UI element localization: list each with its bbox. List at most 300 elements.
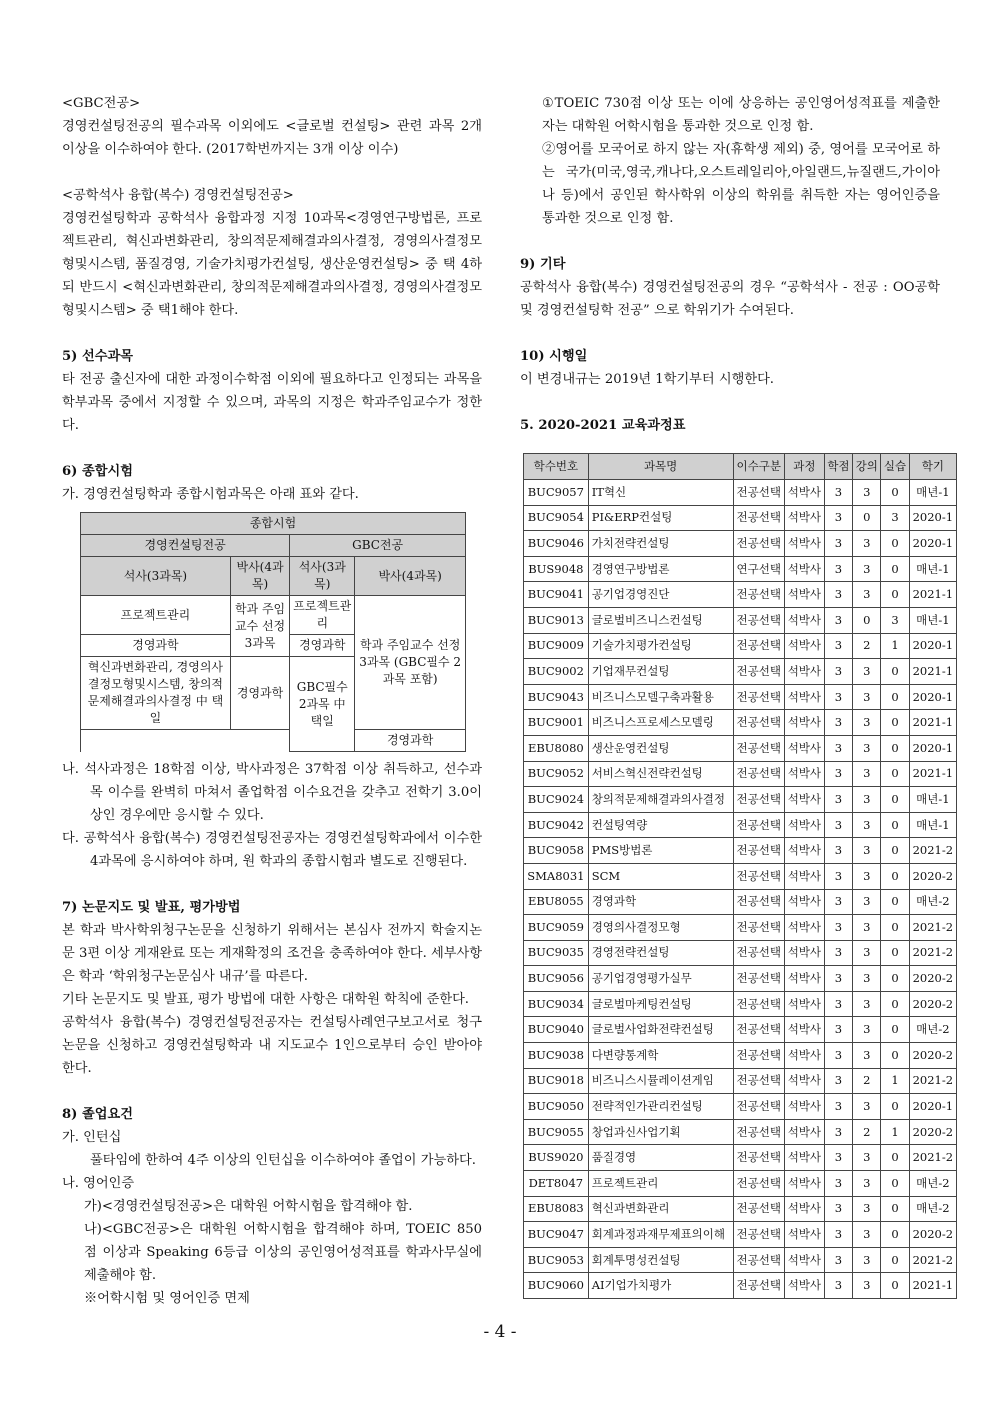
curriculum-cell: BUC9018 — [524, 1068, 589, 1094]
curriculum-cell: 0 — [881, 863, 909, 889]
curriculum-row — [524, 940, 957, 966]
curriculum-cell: BUC9009 — [524, 633, 589, 659]
curriculum-cell: 생산운영컨설팅 — [588, 735, 733, 761]
curriculum-cell: 석박사 — [784, 966, 824, 992]
curriculum-cell: 3 — [824, 684, 852, 710]
curriculum-cell: BUC9055 — [524, 1119, 589, 1145]
curriculum-cell: 0 — [881, 991, 909, 1017]
curriculum-cell: 전공선택 — [733, 505, 784, 531]
curriculum-cell: 3 — [824, 940, 852, 966]
curriculum-cell: 석박사 — [784, 531, 824, 557]
curriculum-cell: 3 — [853, 812, 881, 838]
curriculum-cell: 공기업경영평가실무 — [588, 966, 733, 992]
eng-heading: <공학석사 융합(복수) 경영컨설팅전공> — [62, 188, 294, 203]
curriculum-cell: 3 — [824, 812, 852, 838]
section-7-p1: 본 학과 박사학위청구논문을 신청하기 위해서는 본심사 전까지 학술지논문 3편 이상 게재완료 또는 게재확정의 조건을 충족하여야 한다. 세부사항은 학과 ‘학위청구논문심사 내규’를 따른다. — [62, 923, 482, 984]
curriculum-row — [524, 812, 957, 838]
curriculum-cell: 전공선택 — [733, 915, 784, 941]
curriculum-row — [524, 966, 957, 992]
curriculum-cell: DET8047 — [524, 1171, 589, 1197]
curriculum-cell: 3 — [853, 991, 881, 1017]
exam-d1-mid: 학과 주임교수 선정 3과목 — [230, 596, 289, 657]
curriculum-cell: 전공선택 — [733, 991, 784, 1017]
curriculum-cell: 2021-2 — [909, 915, 956, 941]
exam-m2-econ: 경영과학 — [290, 635, 355, 657]
curriculum-cell: 0 — [881, 735, 909, 761]
curriculum-cell: 매년-2 — [909, 1017, 956, 1043]
curriculum-cell: 석박사 — [784, 838, 824, 864]
section-9-text: 공학석사 융합(복수) 경영컨설팅전공의 경우 “공학석사 - 전공 : OO공학 및 경영컨설팅학 전공” 으로 학위기가 수여된다. — [520, 280, 940, 318]
curriculum-cell: 3 — [824, 991, 852, 1017]
curriculum-cell: IT혁신 — [588, 480, 733, 506]
curriculum-cell: 2020-2 — [909, 991, 956, 1017]
curriculum-row — [524, 505, 957, 531]
curriculum-header-cell: 실습 — [881, 454, 909, 480]
curriculum-cell: 3 — [853, 966, 881, 992]
curriculum-cell: 전공선택 — [733, 1119, 784, 1145]
curriculum-cell: 2021-2 — [909, 940, 956, 966]
curriculum-cell: 매년-2 — [909, 1196, 956, 1222]
curriculum-cell: 품질경영 — [588, 1145, 733, 1171]
curriculum-cell: 석박사 — [784, 735, 824, 761]
curriculum-cell: SCM — [588, 863, 733, 889]
curriculum-cell: 경영과학 — [588, 889, 733, 915]
curriculum-cell: 3 — [824, 761, 852, 787]
section-8-na: 나. 영어인증 — [62, 1176, 135, 1191]
curriculum-cell: 석박사 — [784, 505, 824, 531]
section-8-na-2: 나)<GBC전공>은 대학원 어학시험을 합격해야 하며, TOEIC 850점 이상과 Speaking 6등급 이상의 공인영어성적표를 학과사무실에 제출해야 함. — [84, 1222, 482, 1283]
curriculum-cell: EBU8080 — [524, 735, 589, 761]
curriculum-cell: BUC9041 — [524, 582, 589, 608]
exam-doctor-2: 박사(4과목) — [355, 557, 466, 596]
curriculum-cell: 다변량통계학 — [588, 1043, 733, 1069]
curriculum-cell: 전공선택 — [733, 735, 784, 761]
curriculum-cell: 3 — [853, 735, 881, 761]
curriculum-cell: 0 — [881, 480, 909, 506]
curriculum-row — [524, 1171, 957, 1197]
curriculum-cell: 전공선택 — [733, 1222, 784, 1248]
curriculum-cell: 3 — [824, 1068, 852, 1094]
exam-title: 종합시험 — [81, 513, 466, 535]
curriculum-cell: BUC9042 — [524, 812, 589, 838]
curriculum-cell: 석박사 — [784, 991, 824, 1017]
curriculum-row — [524, 480, 957, 506]
curriculum-cell: 2 — [853, 1068, 881, 1094]
curriculum-cell: 0 — [881, 1094, 909, 1120]
curriculum-cell: 석박사 — [784, 761, 824, 787]
curriculum-header-cell: 이수구분 — [733, 454, 784, 480]
curriculum-cell: 2020-2 — [909, 966, 956, 992]
curriculum-cell: BUC9046 — [524, 531, 589, 557]
curriculum-cell: 비즈니스프로세스모델링 — [588, 710, 733, 736]
curriculum-cell: 경영전략컨설팅 — [588, 940, 733, 966]
curriculum-row — [524, 1094, 957, 1120]
curriculum-cell: BUC9058 — [524, 838, 589, 864]
exam-doctor-1: 박사(4과목) — [230, 557, 289, 596]
exam-major-2: GBC전공 — [290, 535, 466, 557]
curriculum-cell: 2021-1 — [909, 582, 956, 608]
curriculum-cell: 0 — [853, 505, 881, 531]
curriculum-cell: 전공선택 — [733, 761, 784, 787]
curriculum-cell: 전공선택 — [733, 633, 784, 659]
curriculum-cell: 전공선택 — [733, 1017, 784, 1043]
curriculum-cell: BUC9040 — [524, 1017, 589, 1043]
curriculum-cell: EBU8055 — [524, 889, 589, 915]
curriculum-cell: 석박사 — [784, 1171, 824, 1197]
curriculum-cell: 3 — [853, 787, 881, 813]
curriculum-cell: 0 — [881, 889, 909, 915]
curriculum-header-cell: 학점 — [824, 454, 852, 480]
section-10-text: 이 변경내규는 2019년 1학기부터 시행한다. — [520, 372, 774, 387]
curriculum-row — [524, 531, 957, 557]
curriculum-cell: 0 — [881, 582, 909, 608]
curriculum-cell: 혁신과변화관리 — [588, 1196, 733, 1222]
curriculum-cell: 전공선택 — [733, 1171, 784, 1197]
curriculum-row — [524, 991, 957, 1017]
curriculum-row — [524, 1119, 957, 1145]
curriculum-cell: 3 — [824, 710, 852, 736]
curriculum-cell: 0 — [881, 1222, 909, 1248]
curriculum-cell: 전공선택 — [733, 582, 784, 608]
curriculum-cell: 석박사 — [784, 1068, 824, 1094]
curriculum-cell: 석박사 — [784, 787, 824, 813]
curriculum-cell: 3 — [824, 1017, 852, 1043]
curriculum-cell: 연구선택 — [733, 556, 784, 582]
curriculum-header-cell: 과목명 — [588, 454, 733, 480]
curriculum-cell: 2020-2 — [909, 1222, 956, 1248]
curriculum-cell: 글로벌마케팅컨설팅 — [588, 991, 733, 1017]
curriculum-cell: 석박사 — [784, 1094, 824, 1120]
curriculum-cell: 전공선택 — [733, 531, 784, 557]
curriculum-cell: 0 — [853, 607, 881, 633]
curriculum-cell: 2021-2 — [909, 1068, 956, 1094]
curriculum-cell: 매년-2 — [909, 1171, 956, 1197]
curriculum-cell: 석박사 — [784, 582, 824, 608]
curriculum-row — [524, 1145, 957, 1171]
gbc-text: 경영컨설팅전공의 필수과목 이외에도 <글로벌 컨설팅> 관련 과목 2개 이상을 이수하여야 한다. (2017학번까지는 3개 이상 이수) — [62, 119, 482, 157]
curriculum-cell: BUC9038 — [524, 1043, 589, 1069]
curriculum-cell: 매년-1 — [909, 607, 956, 633]
section-10-title: 10) 시행일 — [520, 349, 588, 364]
exam-m2-rest: GBC필수 2과목 中 택일 — [290, 657, 355, 752]
curriculum-cell: 3 — [853, 838, 881, 864]
section-6-da: 다. 공학석사 융합(복수) 경영컨설팅전공자는 경영컨설팅학과에서 이수한 4과목에 응시하여야 하며, 원 학과의 종합시험과 별도로 진행된다. — [62, 831, 482, 869]
section-5-text: 타 전공 출신자에 대한 과정이수학점 이외에 필요하다고 인정되는 과목을 학부과목 중에서 지정할 수 있으며, 과목의 지정은 학과주임교수가 정한다. — [62, 372, 482, 433]
curriculum-cell: 3 — [824, 480, 852, 506]
curriculum-cell: 3 — [824, 889, 852, 915]
curriculum-cell: 3 — [824, 1145, 852, 1171]
curriculum-cell: 0 — [881, 710, 909, 736]
curriculum-cell: 경영연구방법론 — [588, 556, 733, 582]
curriculum-cell: 3 — [824, 1119, 852, 1145]
curriculum-title: 5. 2020-2021 교육과정표 — [520, 418, 686, 433]
curriculum-cell: 석박사 — [784, 556, 824, 582]
curriculum-cell: BUC9002 — [524, 659, 589, 685]
curriculum-cell: 석박사 — [784, 1145, 824, 1171]
curriculum-cell: 0 — [881, 1196, 909, 1222]
curriculum-cell: 전공선택 — [733, 684, 784, 710]
curriculum-row — [524, 889, 957, 915]
curriculum-cell: 3 — [881, 505, 909, 531]
curriculum-cell: 1 — [881, 1068, 909, 1094]
curriculum-cell: 2020-1 — [909, 531, 956, 557]
curriculum-row — [524, 761, 957, 787]
curriculum-cell: 3 — [853, 659, 881, 685]
curriculum-row — [524, 1222, 957, 1248]
curriculum-row — [524, 659, 957, 685]
curriculum-cell: 2020-1 — [909, 505, 956, 531]
curriculum-cell: 3 — [853, 1222, 881, 1248]
exam-major-1: 경영컨설팅전공 — [81, 535, 290, 557]
curriculum-cell: 전공선택 — [733, 1247, 784, 1273]
curriculum-cell: 3 — [824, 1222, 852, 1248]
curriculum-row — [524, 787, 957, 813]
curriculum-cell: 3 — [853, 582, 881, 608]
curriculum-cell: BUC9059 — [524, 915, 589, 941]
curriculum-cell: 2020-1 — [909, 1094, 956, 1120]
curriculum-cell: 2021-1 — [909, 1273, 956, 1299]
curriculum-cell: 비즈니스시뮬레이션게임 — [588, 1068, 733, 1094]
curriculum-cell: BUC9024 — [524, 787, 589, 813]
curriculum-cell: 0 — [881, 1017, 909, 1043]
curriculum-table — [523, 453, 957, 1299]
curriculum-row — [524, 556, 957, 582]
curriculum-cell: 전공선택 — [733, 1068, 784, 1094]
curriculum-cell: 3 — [824, 1171, 852, 1197]
curriculum-cell: 프로젝트관리 — [588, 1171, 733, 1197]
curriculum-cell: 글로벌사업화전략컨설팅 — [588, 1017, 733, 1043]
curriculum-cell: 3 — [853, 863, 881, 889]
curriculum-cell: BUC9001 — [524, 710, 589, 736]
curriculum-cell: 3 — [853, 915, 881, 941]
curriculum-cell: 석박사 — [784, 633, 824, 659]
curriculum-cell: 3 — [853, 1247, 881, 1273]
curriculum-cell: 전공선택 — [733, 1043, 784, 1069]
curriculum-cell: 기업재무컨설팅 — [588, 659, 733, 685]
curriculum-row — [524, 863, 957, 889]
curriculum-cell: 전공선택 — [733, 863, 784, 889]
curriculum-cell: 매년-1 — [909, 556, 956, 582]
curriculum-cell: 3 — [853, 889, 881, 915]
curriculum-cell: 3 — [824, 787, 852, 813]
curriculum-cell: 글로벌비즈니스컨설팅 — [588, 607, 733, 633]
curriculum-cell: 창업과신사업기획 — [588, 1119, 733, 1145]
curriculum-cell: 3 — [824, 1273, 852, 1299]
curriculum-cell: 0 — [881, 1273, 909, 1299]
curriculum-cell: 전공선택 — [733, 1094, 784, 1120]
curriculum-cell: 3 — [824, 531, 852, 557]
curriculum-row — [524, 1273, 957, 1299]
curriculum-cell: 3 — [853, 1196, 881, 1222]
curriculum-header-row — [524, 454, 957, 480]
curriculum-cell: 석박사 — [784, 1043, 824, 1069]
curriculum-cell: 석박사 — [784, 812, 824, 838]
exam-masters-2: 석사(3과목) — [290, 557, 355, 596]
curriculum-cell: 0 — [881, 966, 909, 992]
curriculum-cell: 석박사 — [784, 1222, 824, 1248]
curriculum-header-cell: 학수번호 — [524, 454, 589, 480]
curriculum-row — [524, 633, 957, 659]
curriculum-cell: 0 — [881, 1171, 909, 1197]
curriculum-cell: 전공선택 — [733, 940, 784, 966]
curriculum-cell: 3 — [853, 1017, 881, 1043]
curriculum-cell: 전공선택 — [733, 812, 784, 838]
section-6-ga: 가. 경영컨설팅학과 종합시험과목은 아래 표와 같다. — [62, 487, 359, 502]
curriculum-cell: BUC9050 — [524, 1094, 589, 1120]
curriculum-cell: 전공선택 — [733, 659, 784, 685]
curriculum-cell: 2021-1 — [909, 710, 956, 736]
curriculum-cell: 석박사 — [784, 1119, 824, 1145]
curriculum-cell: 2020-2 — [909, 1119, 956, 1145]
curriculum-cell: 2020-1 — [909, 633, 956, 659]
curriculum-cell: 3 — [824, 1196, 852, 1222]
curriculum-cell: 전공선택 — [733, 710, 784, 736]
curriculum-header-cell: 강의 — [853, 454, 881, 480]
section-8-na-1: 가)<경영컨설팅전공>은 대학원 어학시험을 합격해야 함. — [84, 1199, 413, 1214]
curriculum-cell: BUC9043 — [524, 684, 589, 710]
curriculum-cell: 3 — [824, 1094, 852, 1120]
curriculum-cell: 3 — [824, 556, 852, 582]
exam-m1-rest: 혁신과변화관리, 경영의사결정모형및시스템, 창의적문제해결과의사결정 中 택일 — [81, 657, 231, 730]
exam-m1-econ: 경영과학 — [81, 635, 231, 657]
curriculum-cell: 전공선택 — [733, 1196, 784, 1222]
curriculum-cell: 매년-1 — [909, 812, 956, 838]
curriculum-cell: 2021-1 — [909, 761, 956, 787]
curriculum-cell: 0 — [881, 812, 909, 838]
curriculum-row — [524, 1247, 957, 1273]
curriculum-cell: AI기업가치평가 — [588, 1273, 733, 1299]
curriculum-cell: 0 — [881, 761, 909, 787]
curriculum-row — [524, 710, 957, 736]
right-column — [520, 92, 954, 1299]
curriculum-cell: 석박사 — [784, 659, 824, 685]
curriculum-cell: 0 — [881, 940, 909, 966]
curriculum-cell: 3 — [853, 1043, 881, 1069]
exam-d2-mid: 학과 주임교수 선정 3과목 (GBC필수 2과목 포함) — [355, 596, 466, 730]
curriculum-cell: 3 — [824, 1043, 852, 1069]
curriculum-cell: BUC9053 — [524, 1247, 589, 1273]
eng-text: 경영컨설팅학과 공학석사 융합과정 지정 10과목<경영연구방법론, 프로젝트관리, 혁신과변화관리, 창의적문제해결과의사결정, 경영의사결정모형및시스템, 품질경영, 기술가치평가컨설팅, 생산운영컨설팅> 중 택 4하되 반드시 <혁신과변화관리, 창의적문제해결과의사결정, 경영의사결정모형및시스템> 중 택1해야 한다. — [62, 211, 482, 318]
curriculum-cell: 3 — [824, 966, 852, 992]
curriculum-cell: BUC9056 — [524, 966, 589, 992]
section-5-title: 5) 선수과목 — [62, 349, 133, 364]
curriculum-cell: 0 — [881, 915, 909, 941]
curriculum-row — [524, 684, 957, 710]
curriculum-cell: 경영의사결정모형 — [588, 915, 733, 941]
curriculum-cell: 전공선택 — [733, 787, 784, 813]
curriculum-cell: 2021-1 — [909, 659, 956, 685]
curriculum-cell: 전략적인가관리컨설팅 — [588, 1094, 733, 1120]
curriculum-cell: 2020-1 — [909, 684, 956, 710]
curriculum-cell: 비즈니스모델구축과활용 — [588, 684, 733, 710]
curriculum-cell: BUC9054 — [524, 505, 589, 531]
curriculum-cell: 0 — [881, 556, 909, 582]
curriculum-cell: 0 — [881, 1247, 909, 1273]
exam-masters-1: 석사(3과목) — [81, 557, 231, 596]
curriculum-cell: 석박사 — [784, 915, 824, 941]
curriculum-cell: 공기업경영진단 — [588, 582, 733, 608]
curriculum-header-cell: 학기 — [909, 454, 956, 480]
curriculum-cell: 3 — [881, 607, 909, 633]
exam-d1-econ: 경영과학 — [230, 657, 289, 730]
curriculum-cell: 석박사 — [784, 940, 824, 966]
curriculum-cell: 3 — [853, 1171, 881, 1197]
exam-d2-econ: 경영과학 — [355, 730, 466, 752]
curriculum-cell: 2020-2 — [909, 1043, 956, 1069]
curriculum-cell: BUS9020 — [524, 1145, 589, 1171]
curriculum-cell: 1 — [881, 633, 909, 659]
curriculum-cell: 2 — [853, 633, 881, 659]
section-8-na-3: ※어학시험 및 영어인증 면제 — [84, 1291, 250, 1306]
curriculum-cell: BUC9013 — [524, 607, 589, 633]
curriculum-cell: BUC9057 — [524, 480, 589, 506]
curriculum-cell: 석박사 — [784, 1247, 824, 1273]
curriculum-cell: 석박사 — [784, 607, 824, 633]
exam-table — [80, 512, 466, 752]
section-8-ga-text: 풀타임에 한하여 4주 이상의 인턴십을 이수하여야 졸업이 가능하다. — [90, 1153, 476, 1168]
section-7-title: 7) 논문지도 및 발표, 평가방법 — [62, 900, 241, 915]
exam-m1-project: 프로젝트관리 — [81, 596, 231, 635]
curriculum-cell: 3 — [853, 556, 881, 582]
curriculum-cell: 가치전략컨설팅 — [588, 531, 733, 557]
curriculum-cell: 2020-2 — [909, 863, 956, 889]
left-column — [62, 92, 482, 1310]
curriculum-cell: 3 — [853, 1094, 881, 1120]
curriculum-cell: 3 — [824, 838, 852, 864]
curriculum-row — [524, 1043, 957, 1069]
curriculum-cell: 3 — [824, 915, 852, 941]
curriculum-cell: 3 — [824, 1247, 852, 1273]
curriculum-cell: 전공선택 — [733, 966, 784, 992]
curriculum-cell: 석박사 — [784, 710, 824, 736]
curriculum-cell: 0 — [881, 787, 909, 813]
curriculum-row — [524, 1196, 957, 1222]
curriculum-cell: 석박사 — [784, 863, 824, 889]
curriculum-cell: 2021-2 — [909, 838, 956, 864]
curriculum-cell: 0 — [881, 1043, 909, 1069]
section-7-p2: 기타 논문지도 및 발표, 평가 방법에 대한 사항은 대학원 학칙에 준한다. — [62, 992, 469, 1007]
curriculum-cell: 창의적문제해결과의사결정 — [588, 787, 733, 813]
curriculum-cell: 매년-1 — [909, 787, 956, 813]
curriculum-cell: SMA8031 — [524, 863, 589, 889]
curriculum-cell: 0 — [881, 684, 909, 710]
section-6-title: 6) 종합시험 — [62, 464, 133, 479]
exempt-1: ①TOEIC 730점 이상 또는 이에 상응하는 공인영어성적표를 제출한 자는 대학원 어학시험을 통과한 것으로 인정 함. — [542, 96, 940, 134]
page-number: - 4 - — [483, 1322, 517, 1342]
curriculum-cell: 2021-2 — [909, 1145, 956, 1171]
curriculum-row — [524, 1068, 957, 1094]
curriculum-cell: 서비스혁신전략컨설팅 — [588, 761, 733, 787]
curriculum-cell: 3 — [824, 735, 852, 761]
curriculum-cell: 석박사 — [784, 1196, 824, 1222]
curriculum-cell: 2021-2 — [909, 1247, 956, 1273]
exempt-2: ②영어를 모국어로 하지 않는 자(휴학생 제외) 중, 영어를 모국어로 하는 국가(미국,영국,캐나다,오스트레일리아,아일랜드,뉴질랜드,가이아나 등)에서 공인된 학사학위 이상의 학위를 취득한 자는 영어인증을 통과한 것으로 인정 함. — [542, 142, 940, 226]
curriculum-cell: 3 — [853, 940, 881, 966]
section-6-na: 나. 석사과정은 18학점 이상, 박사과정은 37학점 이상 취득하고, 선수과목 이수를 완벽히 마쳐서 졸업학점 이수요건을 갖추고 전학기 3.0이상인 경우에만 응시할 수 있다. — [62, 762, 482, 823]
curriculum-cell: 3 — [853, 531, 881, 557]
curriculum-row — [524, 915, 957, 941]
curriculum-cell: 회계투명성컨설팅 — [588, 1247, 733, 1273]
curriculum-cell: 1 — [881, 1119, 909, 1145]
curriculum-cell: 3 — [824, 863, 852, 889]
curriculum-cell: 전공선택 — [733, 838, 784, 864]
curriculum-cell: 전공선택 — [733, 1145, 784, 1171]
curriculum-cell: 0 — [881, 659, 909, 685]
curriculum-cell: 3 — [853, 710, 881, 736]
curriculum-header-cell: 과정 — [784, 454, 824, 480]
curriculum-cell: 석박사 — [784, 480, 824, 506]
curriculum-cell: 기술가치평가컨설팅 — [588, 633, 733, 659]
